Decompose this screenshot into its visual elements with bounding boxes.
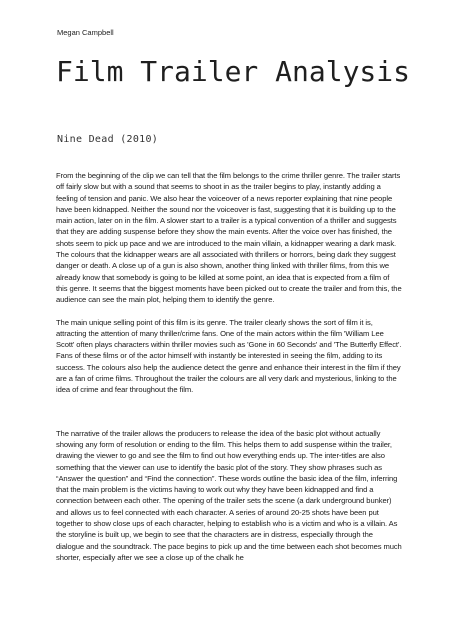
paragraph-spacer (56, 306, 402, 317)
body-text (56, 170, 402, 563)
page-title: Film Trailer Analysis (56, 55, 411, 88)
paragraph-usp: The main unique selling point of this film is its genre. The trailer clearly shows the sort of film it is, attracting the attention of many thriller/crime fans. One of the main actors within the film 'William Lee Scott' often plays characters within thriller movies such as 'Gone in 60 Seconds' and 'The Butterfly Effect'. Fans of these films or of the actor himself with instantly be interested in seeing the film, adding to its success. The colours also help the audience detect the genre and enhance their interest in the film if they are a fan of crime films. Throughout the trailer the colours are all very dark and mysterious, linking to the idea of crime and fear throughout the film. (56, 317, 402, 395)
paragraph-narrative: The narrative of the trailer allows the producers to release the idea of the basic plot without actually showing any form of resolution or ending to the film. This helps them to add suspense within the trailer, drawing the viewer to go and see the film to find out how everything ends up. The inter-titles are also something that the viewer can use to identify the basic plot of the story. They show phrases such as “Answer the question” and “Find the connection”. These words outline the basic idea of the film, inferring that the main problem is the victims having to work out why they have been kidnapped and find a connection between each other. The opening of the trailer sets the scene (a dark underground bunker) and allows us to feel connected with each character. A series of around 20-25 shots have been put together to show close ups of each character, helping to establish who is a victim and who is a villain. As the storyline is built up, we begin to see that the characters are in distress, especially through the dialogue and the soundtrack. The pace begins to pick up and the time between each shot becomes much shorter, especially after we see a close up of the chalk he (56, 428, 402, 562)
author-name: Megan Campbell (57, 28, 114, 37)
paragraph-spacer (56, 396, 402, 428)
paragraph-genre: From the beginning of the clip we can tell that the film belongs to the crime thriller genre. The trailer starts off fairly slow but with a sound that seems to shoot in as the trailer begins to play, instantly adding a feeling of tension and panic. We also hear the voiceover of a news reporter explaining that nine people have been kidnapped. Neither the sound nor the voiceover is fast, suggesting that it is building up to the main action, later on in the film. A slower start to a trailer is a typical convention of a thriller and suggests that they are adding suspense before they show the main events. After the voice over has finished, the shots seem to pick up pace and we are introduced to the main villain, a kidnapper wearing a dark mask. The colours that the kidnapper wears are all associated with thrillers or horrors, being dark they suggest danger or death. A close up of a gun is also shown, another thing linked with thriller films, from this we already know that somebody is going to be killed at some point, an idea that is expected from a film of this genre. It seems that the biggest moments have been picked out to create the trailer and from this, the audience can see the main plot, helping them to identify the genre. (56, 171, 402, 305)
page-subtitle: Nine Dead (2010) (57, 134, 159, 145)
